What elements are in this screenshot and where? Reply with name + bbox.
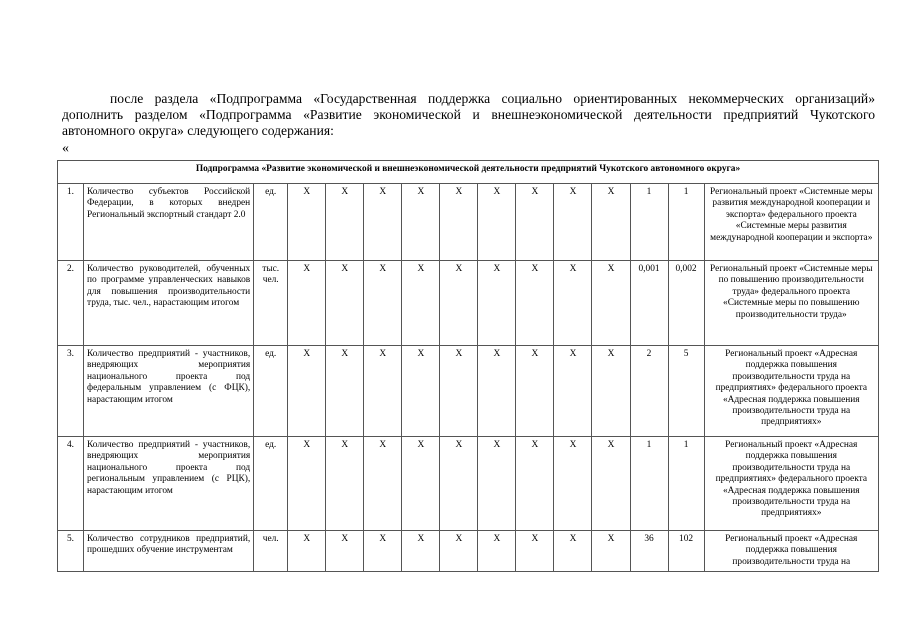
unit-cell: чел. — [254, 531, 288, 572]
value-cell: X — [326, 346, 364, 437]
value-cell: X — [402, 346, 440, 437]
value-cell: X — [554, 346, 592, 437]
table-row — [58, 346, 879, 437]
value-cell: X — [402, 184, 440, 261]
value-cell: 1 — [668, 437, 704, 531]
row-number: 3. — [58, 346, 84, 437]
value-cell: 5 — [668, 346, 704, 437]
indicators-table — [57, 160, 879, 572]
row-number: 4. — [58, 437, 84, 531]
table-row — [58, 261, 879, 346]
value-cell: 0,001 — [630, 261, 668, 346]
unit-cell: ед. — [254, 437, 288, 531]
indicator-name: Количество предприятий - участников, внедряющих мероприятия национального проекта под федеральным управлением (с ФЦК), нарастающим итогом — [84, 346, 254, 437]
project-cell: Региональный проект «Адресная поддержка повышения производительности труда на — [704, 531, 878, 572]
value-cell: 102 — [668, 531, 704, 572]
value-cell: X — [364, 184, 402, 261]
value-cell: X — [402, 437, 440, 531]
value-cell: 1 — [630, 184, 668, 261]
table-row — [58, 531, 879, 572]
value-cell: X — [592, 261, 630, 346]
value-cell: X — [478, 531, 516, 572]
value-cell: 1 — [630, 437, 668, 531]
indicator-name: Количество руководителей, обученных по программе управленческих навыков для повышения производительности труда, тыс. чел., нарастающим итогом — [84, 261, 254, 346]
value-cell: X — [592, 531, 630, 572]
value-cell: X — [516, 346, 554, 437]
value-cell: X — [478, 184, 516, 261]
intro-paragraph: после раздела «Подпрограмма «Государственная поддержка социально ориентированных некоммерческих организаций» дополнить разделом «Подпрограмма «Развитие экономической и внешнеэкономической деятельности предприятий Чукотского автономного округа» следующего содержания: — [62, 91, 875, 138]
value-cell: X — [516, 261, 554, 346]
value-cell: X — [288, 261, 326, 346]
value-cell: X — [288, 437, 326, 531]
value-cell: X — [326, 437, 364, 531]
row-number: 2. — [58, 261, 84, 346]
project-cell: Региональный проект «Системные меры развития международной кооперации и экспорта» федерального проекта «Системные меры развития международной кооперации и экспорта» — [704, 184, 878, 261]
value-cell: X — [592, 437, 630, 531]
indicator-name: Количество предприятий - участников, внедряющих мероприятия национального проекта под региональным управлением (с РЦК), нарастающим итогом — [84, 437, 254, 531]
value-cell: 1 — [668, 184, 704, 261]
unit-cell: ед. — [254, 184, 288, 261]
value-cell: X — [554, 437, 592, 531]
unit-cell: тыс. чел. — [254, 261, 288, 346]
value-cell: X — [288, 184, 326, 261]
value-cell: X — [440, 437, 478, 531]
value-cell: X — [440, 184, 478, 261]
table-header: Подпрограмма «Развитие экономической и внешнеэкономической деятельности предприятий Чукотского автономного округа» — [58, 161, 879, 184]
project-cell: Региональный проект «Системные меры по повышению производительности труда» федерального проекта «Системные меры по повышению производительности труда» — [704, 261, 878, 346]
value-cell: X — [364, 261, 402, 346]
value-cell: X — [478, 346, 516, 437]
value-cell: X — [288, 531, 326, 572]
value-cell: X — [402, 261, 440, 346]
value-cell: X — [364, 531, 402, 572]
value-cell: X — [554, 531, 592, 572]
value-cell: X — [364, 437, 402, 531]
row-number: 5. — [58, 531, 84, 572]
project-cell: Региональный проект «Адресная поддержка повышения производительности труда на предприятиях» федерального проекта «Адресная поддержка повышения производительности труда на предприятиях» — [704, 346, 878, 437]
value-cell: X — [478, 437, 516, 531]
value-cell: X — [516, 437, 554, 531]
unit-cell: ед. — [254, 346, 288, 437]
value-cell: X — [440, 346, 478, 437]
table-row — [58, 437, 879, 531]
table-row — [58, 184, 879, 261]
value-cell: X — [364, 346, 402, 437]
value-cell: X — [554, 184, 592, 261]
value-cell: 36 — [630, 531, 668, 572]
value-cell: X — [592, 184, 630, 261]
value-cell: X — [326, 184, 364, 261]
value-cell: 0,002 — [668, 261, 704, 346]
value-cell: X — [554, 261, 592, 346]
value-cell: 2 — [630, 346, 668, 437]
value-cell: X — [440, 531, 478, 572]
value-cell: X — [478, 261, 516, 346]
indicator-name: Количество субъектов Российской Федерации, в которых внедрен Региональный экспортный стандарт 2.0 — [84, 184, 254, 261]
opening-quote: « — [62, 141, 69, 156]
value-cell: X — [592, 346, 630, 437]
value-cell: X — [440, 261, 478, 346]
project-cell: Региональный проект «Адресная поддержка повышения производительности труда на предприятиях» федерального проекта «Адресная поддержка повышения производительности труда на предприятиях» — [704, 437, 878, 531]
row-number: 1. — [58, 184, 84, 261]
value-cell: X — [326, 261, 364, 346]
value-cell: X — [516, 184, 554, 261]
indicator-name: Количество сотрудников предприятий, прошедших обучение инструментам — [84, 531, 254, 572]
value-cell: X — [326, 531, 364, 572]
value-cell: X — [288, 346, 326, 437]
value-cell: X — [516, 531, 554, 572]
value-cell: X — [402, 531, 440, 572]
